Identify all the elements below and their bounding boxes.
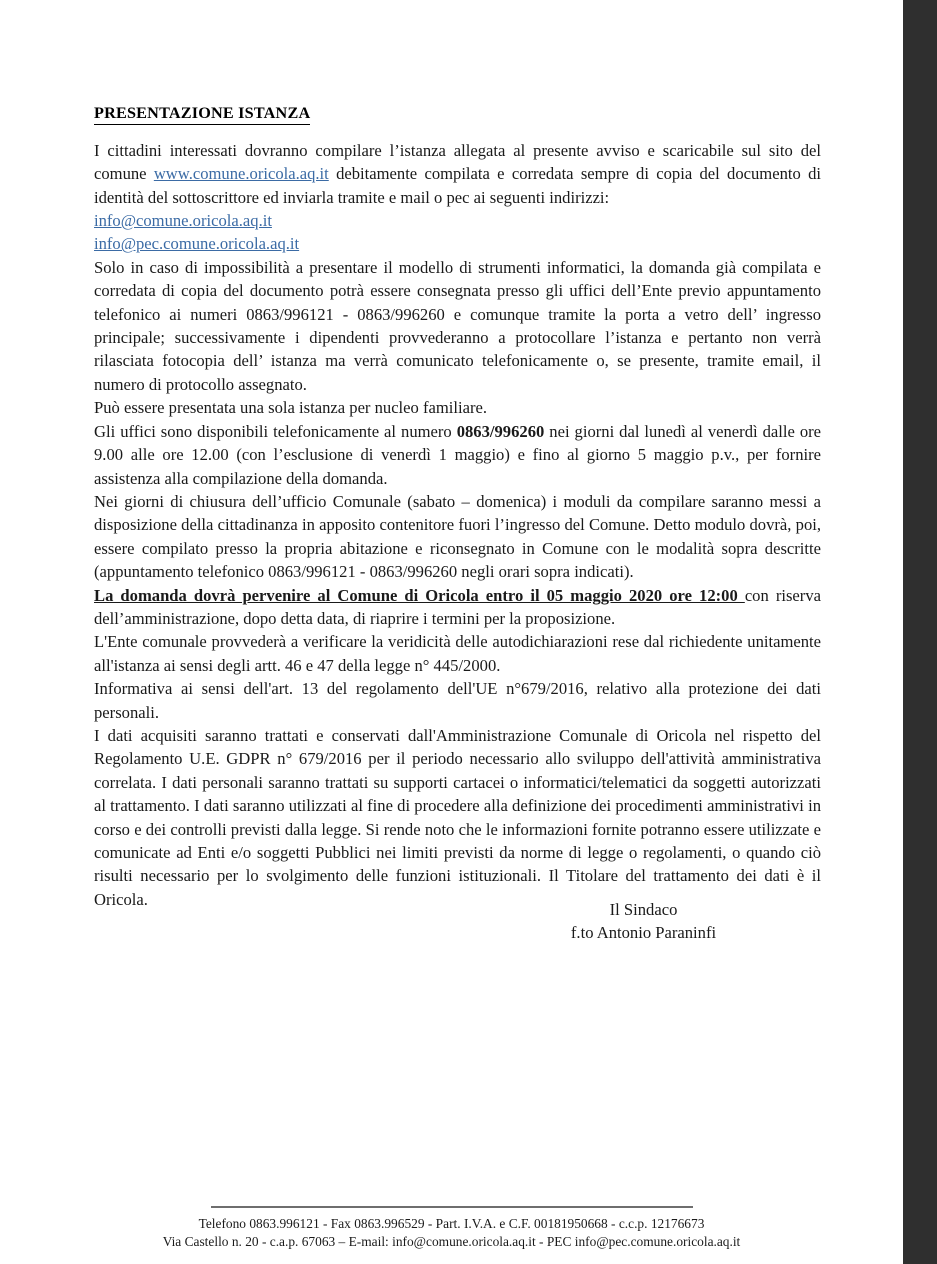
- paragraph-informativa: Informativa ai sensi dell'art. 13 del regolamento dell'UE n°679/2016, relativo alla protezione dei dati personali.: [94, 679, 821, 722]
- signature-block: [94, 898, 821, 945]
- page-footer: [0, 1206, 903, 1250]
- footer-contact-line: Telefono 0863.996121 - Fax 0863.996529 - Part. I.V.A. e C.F. 00181950668 - c.c.p. 12176673: [198, 1216, 705, 1231]
- signature-inner: [571, 898, 716, 945]
- footer-divider: [211, 1206, 693, 1208]
- paragraph-intro: [94, 139, 821, 209]
- phone-number-uffici: 0863/996260: [456, 421, 545, 441]
- paragraph-verifica-veridicita: L'Ente comunale provvederà a verificare la veridicità delle autodichiarazioni rese dal richiedente unitamente all'istanza ai sensi degli artt. 46 e 47 della legge n° 445/2000.: [94, 632, 821, 675]
- paragraph-privacy-gdpr: I dati acquisiti saranno trattati e conservati dall'Amministrazione Comunale di Oricola nel rispetto del Regolamento U.E. GDPR n° 679/2016 per il periodo necessario allo sviluppo dell'attività amministrativa correlata. I dati personali saranno trattati su supporti cartacei o informatici/telematici da soggetti autorizzati al trattamento. I dati saranno utilizzati al fine di procedere alla definizione dei procedimenti amministrativi in corso e dei controlli previsti dalla legge. Si rende noto che le informazioni fornite potranno essere utilizzate e comunicate ad Enti e/o soggetti Pubblici nei limiti previsti da norme di legge o regolamenti, o quando ciò risulti necessario per lo svolgimento delle funzioni istituzionali. Il Titolare del trattamento dei dati è il Oricola.: [94, 725, 821, 909]
- paragraph-giorni-chiusura: Nei giorni di chiusura dell’ufficio Comunale (sabato – domenica) i moduli da compilare saranno messi a disposizione della cittadinanza in apposito contenitore fuori l’ingresso del Comune. Detto modulo dovrà, poi, essere compilato presso la propria abitazione e riconsegnato in Comune con le modalità sopra descritte (appuntamento telefonico 0863/996121 - 0863/996260 negli orari sopra indicati).: [94, 491, 821, 582]
- orari-text-a: Gli uffici sono disponibili telefonicamente al numero: [94, 421, 457, 441]
- paragraph-consegna-uffici: Solo in caso di impossibilità a presentare il modello di strumenti informatici, la domanda già compilata e corredata di copia del documento potrà essere consegnata presso gli uffici dell’Ente previo appuntamento telefonico ai numeri 0863/996121 - 0863/996260 e comunque tramite la porta a vetro dell’ ingresso principale; successivamente i dipendenti provvederanno a protocollare l’istanza e pertanto non verrà rilasciata fotocopia dell’ istanza ma verrà comunicato telefonicamente o, se presente, tramite email, il numero di protocollo assegnato.: [94, 257, 821, 394]
- paragraph-intro-text-a: I cittadini interessati dovranno compilare l’istanza allegata al presente avviso e scaricabile sul sito del comune: [94, 140, 821, 184]
- paragraph-scadenza: [94, 584, 821, 631]
- email-link-info[interactable]: info@comune.oricola.aq.it: [94, 211, 272, 231]
- paragraph-una-istanza: Può essere presentata una sola istanza per nucleo familiare.: [94, 398, 488, 418]
- paragraph-intro-text-b: debitamente compilata e corredata sempre di copia del documento di identità del sottoscrittore ed inviarla tramite e mail o pec ai seguenti indirizzi:: [94, 164, 821, 207]
- orari-text-b: nei giorni dal lunedì al venerdì dalle ore 9.00 alle ore 12.00 (con l’esclusione di venerdì 1 maggio) e fino al giorno 5 maggio p.v., per fornire assistenza alla compilazione della domanda.: [94, 421, 822, 488]
- deadline-statement: La domanda dovrà pervenire al Comune di Oricola entro il 05 maggio 2020 ore 12:00: [94, 585, 745, 605]
- comune-website-link[interactable]: www.comune.oricola.aq.it: [153, 164, 329, 184]
- signature-name: f.to Antonio Paraninfi: [570, 923, 717, 943]
- email-link-pec[interactable]: info@pec.comune.oricola.aq.it: [94, 234, 300, 254]
- page-title: PRESENTAZIONE ISTANZA: [94, 105, 310, 125]
- paragraph-orari-uffici: [94, 420, 821, 490]
- footer-address-line: Via Castello n. 20 - c.a.p. 67063 – E-mail: info@comune.oricola.aq.it - PEC info@pec.comune.oricola.aq.it: [162, 1233, 741, 1249]
- deadline-remainder: con riserva dell’amministrazione, dopo detta data, di riaprire i termini per la proposizione.: [94, 585, 821, 628]
- signature-role: Il Sindaco: [609, 900, 678, 919]
- document-content: [94, 104, 822, 943]
- viewer-background-right: [903, 0, 937, 1264]
